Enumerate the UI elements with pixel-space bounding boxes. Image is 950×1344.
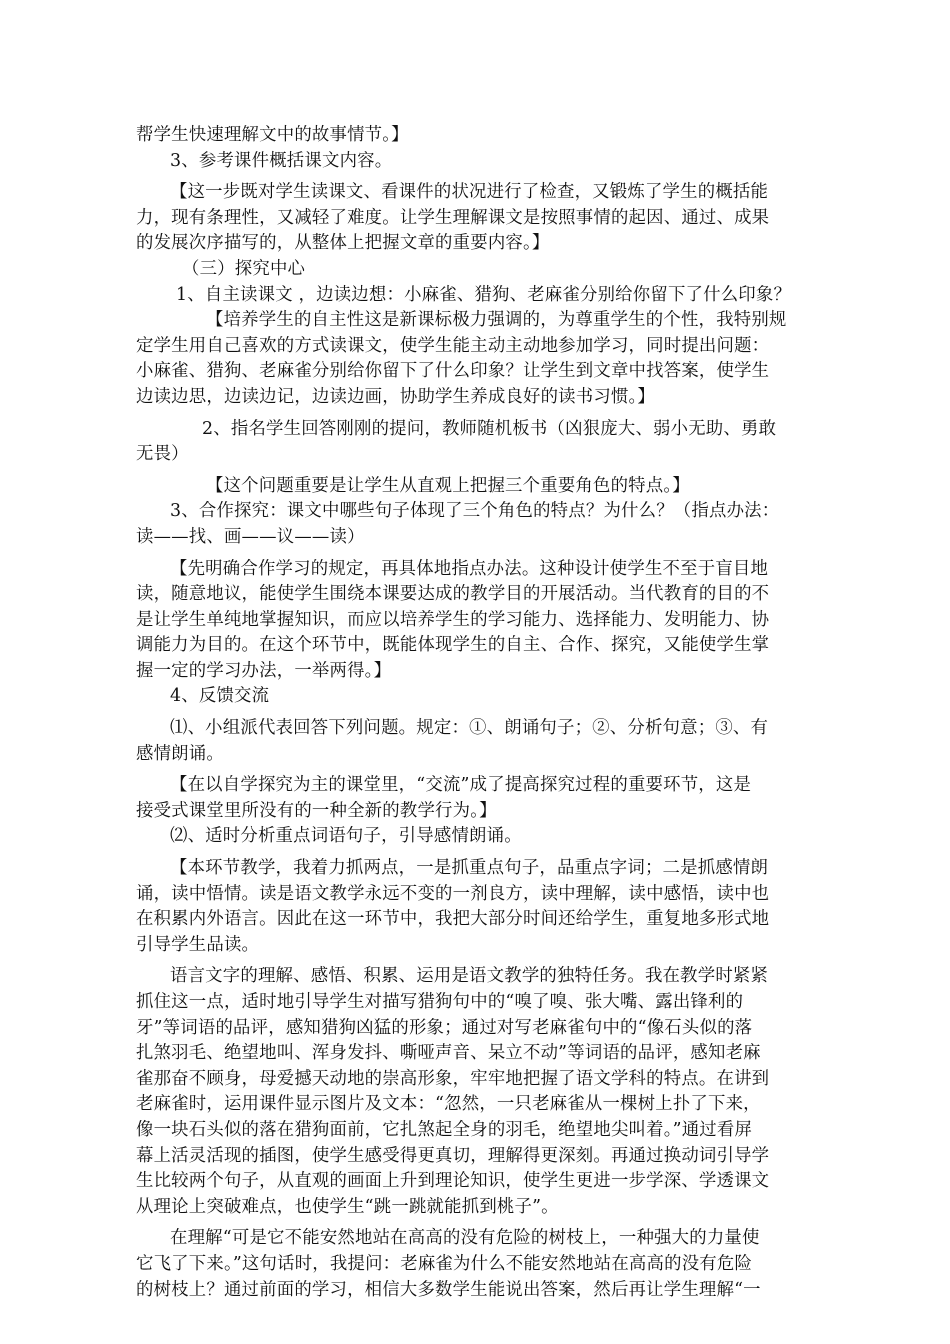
text-line: 4、反馈交流	[170, 686, 270, 707]
text-line: 力，现有条理性，又减轻了难度。让学生理解课文是按照事情的起因、通过、成果	[136, 207, 770, 228]
text-line: 老麻雀时，运用课件显示图片及文本：“忽然，一只老麻雀从一棵树上扑了下来，	[136, 1094, 761, 1115]
text-line: 【本环节教学，我着力抓两点，一是抓重点句子，品重点字词；二是抓感情朗	[170, 858, 769, 879]
text-line: 生比较两个句子，从直观的画面上升到理论知识，使学生更进一步学深、学透课文	[136, 1171, 770, 1192]
text-line: 定学生用自己喜欢的方式读课文，使学生能主动主动地参加学习，同时提出问题：	[136, 335, 770, 356]
text-line: 像一块石头似的落在猎狗面前，它扎煞起全身的羽毛，绝望地尖叫着。”通过看屏	[136, 1119, 753, 1140]
text-line: 2、指名学生回答刚刚的提问，教师随机板书（凶狠庞大、弱小无助、勇敢	[202, 418, 777, 439]
text-line: 无畏）	[136, 444, 189, 465]
text-line: 语言文字的理解、感悟、积累、运用是语文教学的独特任务。我在教学时紧紧	[170, 966, 769, 987]
text-line: 【培养学生的自主性这是新课标极力强调的，为尊重学生的个性，我特别规	[206, 310, 787, 331]
text-line: 扎煞羽毛、绝望地叫、浑身发抖、嘶哑声音、呆立不动”等词语的品评，感知老麻	[136, 1043, 761, 1064]
text-line: 边读边思，边读边记，边读边画，协助学生养成良好的读书习惯。】	[136, 386, 656, 407]
text-line: 幕上活灵活现的插图，使学生感受得更真切，理解得更深刻。再通过换动词引导学	[136, 1145, 770, 1166]
text-line: 【这个问题重要是让学生从直观上把握三个重要角色的特点。】	[206, 475, 690, 496]
text-line: ⑴、小组派代表回答下列问题。规定：①、朗诵句子；②、分析句意；③、有	[170, 718, 769, 739]
text-line: 读——找、画——议——读）	[136, 526, 365, 547]
text-line: 感情朗诵。	[136, 743, 224, 764]
text-line: 调能力为目的。在这个环节中，既能体现学生的自主、合作、探究，又能使学生掌	[136, 635, 770, 656]
text-line: 诵，读中悟情。读是语文教学永远不变的一剂良方，读中理解，读中感悟，读中也	[136, 883, 770, 904]
text-line: （三）探究中心	[182, 258, 306, 279]
text-line: 【在以自学探究为主的课堂里，“交流”成了提高探究过程的重要环节，这是	[170, 775, 752, 796]
text-line: 它飞了下来。”这句话时，我提问：老麻雀为什么不能安然地站在高高的没有危险	[136, 1253, 753, 1274]
text-line: ⑵、适时分析重点词语句子，引导感情朗诵。	[170, 826, 522, 847]
text-line: 3、合作探究：课文中哪些句子体现了三个角色的特点？为什么？（指点办法：	[170, 501, 780, 522]
text-line: 读，随意地议，能使学生围绕本课要达成的教学目的开展活动。当代教育的目的不	[136, 584, 770, 605]
text-line: 接受式课堂里所没有的一种全新的教学行为。】	[136, 800, 497, 821]
text-line: 雀那奋不顾身，母爱撼天动地的崇高形象，牢牢地把握了语文学科的特点。在讲到	[136, 1068, 770, 1089]
text-line: 抓住这一点，适时地引导学生对描写猎狗句中的“嗅了嗅、张大嘴、露出锋利的	[136, 992, 744, 1012]
text-line: 小麻雀、猎狗、老麻雀分别给你留下了什么印象？让学生到文章中找答案，使学生	[136, 361, 770, 382]
text-line: 帮学生快速理解文中的故事情节。】	[136, 125, 409, 145]
text-line: 从理论上突破难点，也使学生“跳一跳就能抓到桃子”。	[136, 1196, 559, 1217]
text-line: 的树枝上？通过前面的学习，相信大多数学生能说出答案，然后再让学生理解“一	[136, 1279, 761, 1300]
text-line: 在理解“可是它不能安然地站在高高的没有危险的树枝上，一种强大的力量使	[170, 1228, 760, 1249]
text-line: 【先明确合作学习的规定，再具体地指点办法。这种设计使学生不至于盲目地	[170, 558, 769, 579]
text-line: 在积累内外语言。因此在这一环节中，我把大部分时间还给学生，重复地多形式地	[136, 909, 770, 930]
text-line: 的发展次序描写的，从整体上把握文章的重要内容。】	[136, 233, 550, 254]
text-line: 3、参考课件概括课文内容。	[170, 150, 393, 171]
text-line: 是让学生单纯地掌握知识，而应以培养学生的学习能力、选择能力、发明能力、协	[136, 609, 770, 630]
text-line: 引导学生品读。	[136, 934, 260, 955]
document-page	[136, 123, 832, 1303]
text-line: 【这一步既对学生读课文、看课件的状况进行了检查，又锻炼了学生的概括能	[170, 182, 769, 203]
text-line: 牙”等词语的品评，感知猎狗凶猛的形象；通过对写老麻雀句中的“像石头似的落	[136, 1017, 753, 1038]
text-line: 握一定的学习办法，一举两得。】	[136, 660, 392, 681]
text-line: 1、自主读课文 ，边读边想：小麻雀、猎狗、老麻雀分别给你留下了什么印象？	[176, 284, 792, 305]
